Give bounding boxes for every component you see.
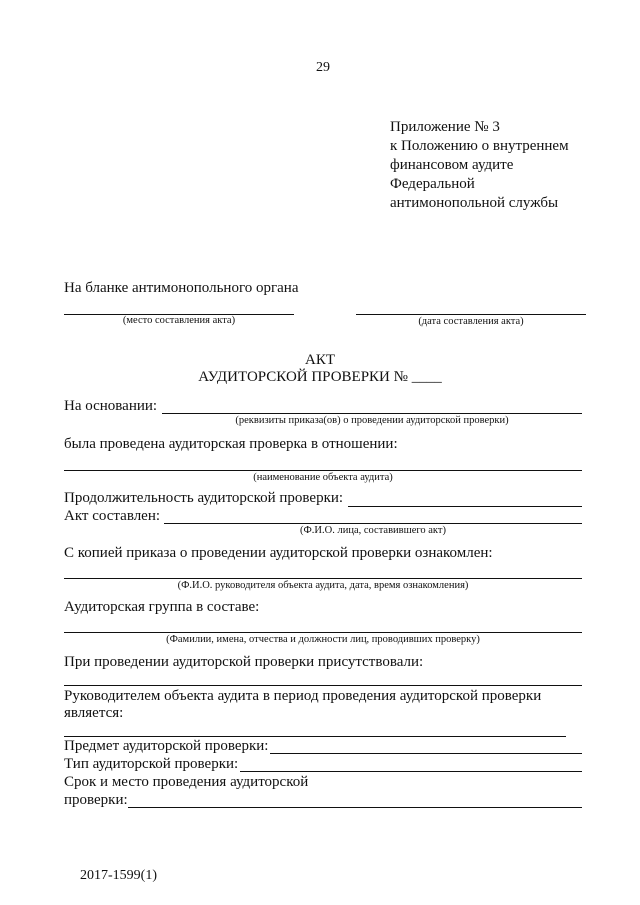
group-caption: (Фамилии, имена, отчества и должности лиц, проводивших проверку) [166, 634, 480, 645]
doc-subtitle: АУДИТОРСКОЙ ПРОВЕРКИ № ____ [198, 369, 442, 385]
object-line [64, 470, 582, 471]
type-label: Тип аудиторской проверки: [64, 756, 239, 772]
appendix-line: антимонопольной службы [390, 195, 559, 211]
date-caption: (дата составления акта) [418, 316, 524, 327]
object-caption: (наименование объекта аудита) [253, 472, 393, 483]
page-number: 29 [316, 60, 330, 75]
familiarized-label: С копией приказа о проведении аудиторской проверки ознакомлен: [64, 545, 493, 561]
appendix-line: финансовом аудите [390, 157, 514, 173]
appendix-block [390, 118, 569, 213]
conducted-label: была проведена аудиторская проверка в отношении: [64, 436, 398, 452]
basis-caption: (реквизиты приказа(ов) о проведении аудиторской проверки) [235, 415, 509, 426]
familiarized-caption: (Ф.И.О. руководителя объекта аудита, дата, время ознакомления) [177, 580, 469, 591]
letterhead-note: На бланке антимонопольного органа [64, 280, 299, 296]
type-line [240, 771, 582, 772]
appendix-line: к Положению о внутреннем [390, 138, 569, 154]
subject-line [270, 753, 582, 754]
doc-title: АКТ [305, 352, 335, 368]
term-label-cont: проверки: [64, 792, 128, 808]
term-label: Срок и место проведения аудиторской [64, 774, 309, 790]
appendix-line: Федеральной [390, 176, 475, 192]
group-label: Аудиторская группа в составе: [64, 599, 260, 615]
familiarized-line [64, 578, 582, 579]
duration-line [348, 506, 582, 507]
compiled-label: Акт составлен: [64, 508, 161, 524]
place-caption: (место составления акта) [122, 315, 236, 326]
head-line [64, 736, 566, 737]
head-label: Руководителем объекта аудита в период проведения аудиторской проверки [64, 688, 542, 704]
compiled-caption: (Ф.И.О. лица, составившего акт) [300, 525, 446, 536]
present-line [64, 685, 582, 686]
head-label-cont: является: [64, 705, 124, 721]
basis-label: На основании: [64, 398, 158, 414]
duration-label: Продолжительность аудиторской проверки: [64, 490, 344, 506]
group-line [64, 632, 582, 633]
present-label: При проведении аудиторской проверки присутствовали: [64, 654, 424, 670]
subject-label: Предмет аудиторской проверки: [64, 738, 269, 754]
appendix-line: Приложение № 3 [390, 119, 500, 135]
compiled-line [164, 523, 582, 524]
footer-code: 2017-1599(1) [80, 868, 157, 883]
basis-line [162, 413, 582, 414]
term-line [128, 807, 582, 808]
date-line [356, 314, 586, 315]
